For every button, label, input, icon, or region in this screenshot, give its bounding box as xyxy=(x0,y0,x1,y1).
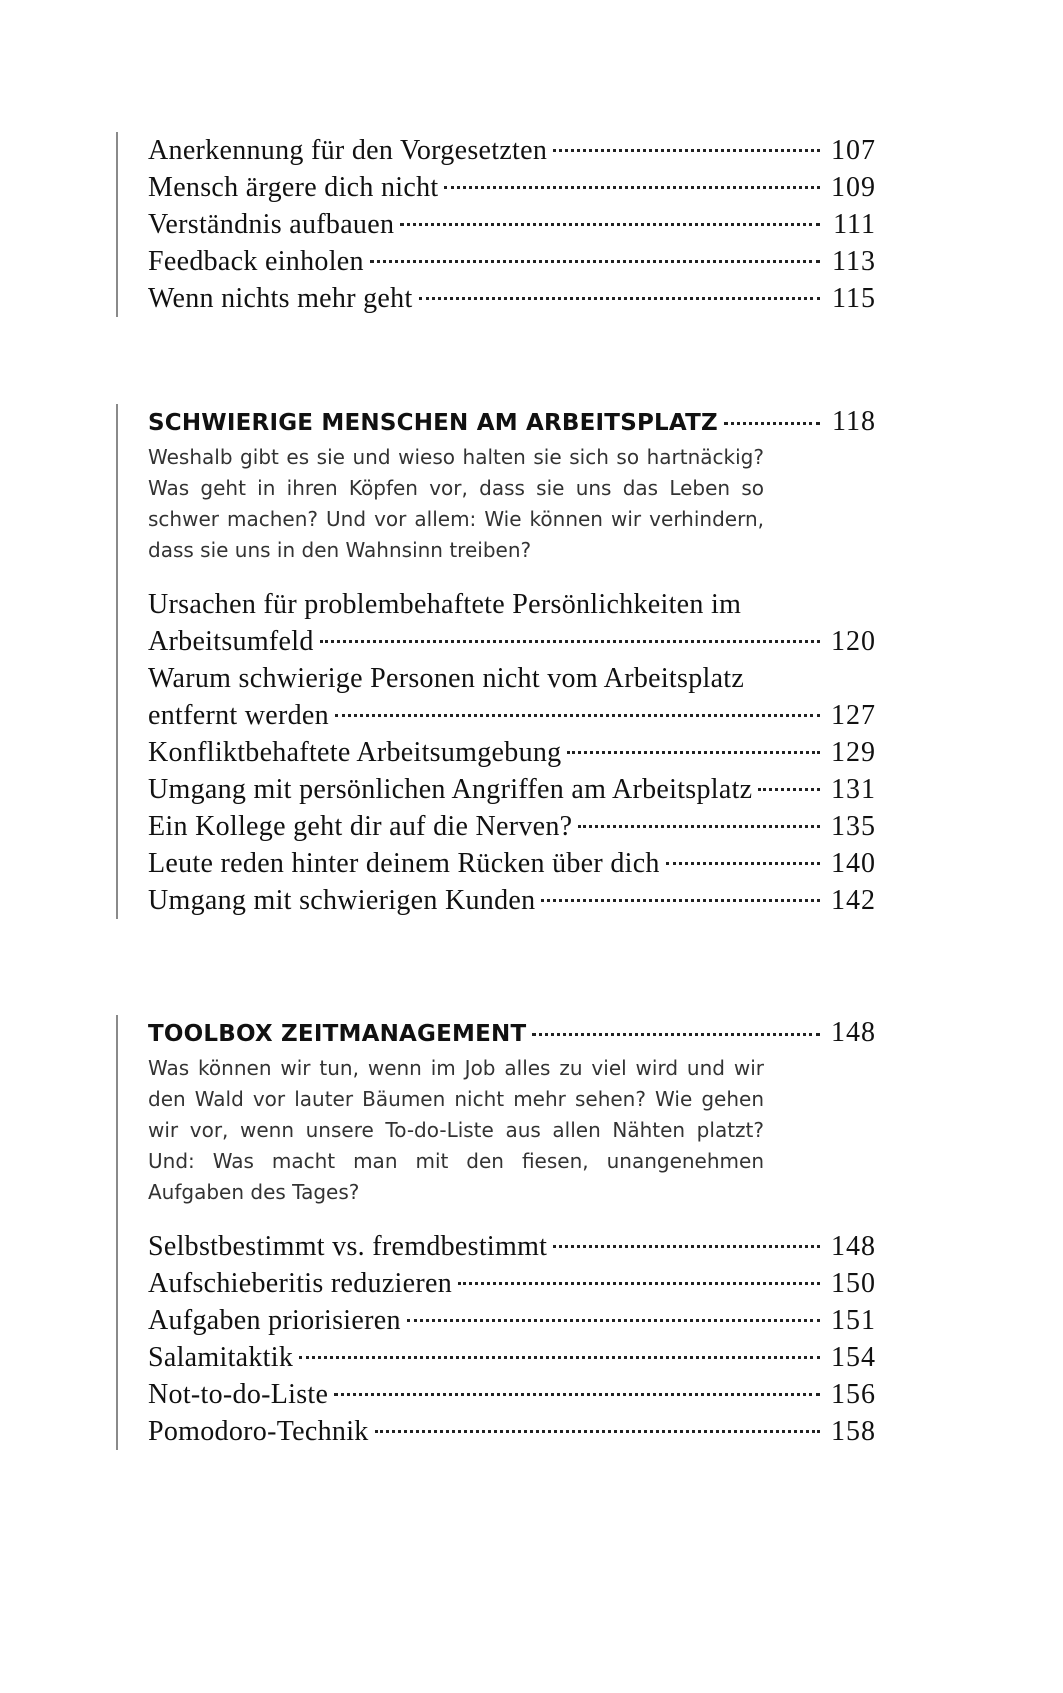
entry-title: Mensch ärgere dich nicht xyxy=(148,172,439,203)
dot-leader xyxy=(320,640,820,643)
entry-page: 120 xyxy=(831,626,876,657)
entry-page: 150 xyxy=(831,1268,876,1299)
toc-entry xyxy=(148,1265,876,1302)
dot-leader xyxy=(532,1033,820,1036)
entry-page: 111 xyxy=(833,209,876,240)
dot-leader xyxy=(578,825,820,828)
entry-title: Aufgaben priorisieren xyxy=(148,1305,401,1336)
entry-title: entfernt werden xyxy=(148,700,329,731)
entry-title: Umgang mit persönlichen Angriffen am Arbeitsplatz xyxy=(148,774,753,805)
entry-title: Wenn nichts mehr geht xyxy=(148,283,413,314)
toc-entry xyxy=(148,280,876,317)
toc-entry-first-line xyxy=(148,660,876,697)
toc-entry xyxy=(148,882,876,919)
toc-entry xyxy=(148,845,876,882)
section-description: Was können wir tun, wenn im Job alles zu viel wird und wir den Wald vor lauter Bäumen nicht mehr sehen? Wie gehen wir vor, wenn unsere To-do-Liste aus allen Nähten platzt? Und: Was macht man mit den fiesen, unangenehmen Aufgaben des Tages? xyxy=(148,1056,764,1204)
dot-leader xyxy=(458,1282,820,1285)
section-title: TOOLBOX ZEITMANAGEMENT xyxy=(148,1021,527,1047)
dot-leader xyxy=(407,1319,820,1322)
entry-title: Aufschieberitis reduzieren xyxy=(148,1268,453,1299)
section-description: Weshalb gibt es sie und wieso halten sie sich so hartnäckig? Was geht in ihren Köpfen vor, dass sie uns das Leben so schwer machen? Und vor allem: Wie können wir verhindern, dass sie uns in den Wahnsinn treiben? xyxy=(148,445,764,562)
entry-title: Feedback einholen xyxy=(148,246,364,277)
entry-page: 148 xyxy=(831,1231,876,1262)
entry-page: 140 xyxy=(831,848,876,879)
entry-title: Konfliktbehaftete Arbeitsumgebung xyxy=(148,737,562,768)
entry-page: 109 xyxy=(831,172,876,203)
entry-title: Selbstbestimmt vs. fremdbestimmt xyxy=(148,1231,548,1262)
toc-entry xyxy=(148,169,876,206)
entry-page: 127 xyxy=(831,700,876,731)
entry-page: 135 xyxy=(831,811,876,842)
entry-title: Leute reden hinter deinem Rücken über dich xyxy=(148,848,660,879)
toc-entry xyxy=(148,697,876,734)
dot-leader xyxy=(400,223,820,226)
entry-title-line1: Ursachen für problembehaftete Persönlichkeiten im xyxy=(148,589,742,620)
section-title: SCHWIERIGE MENSCHEN AM ARBEITSPLATZ xyxy=(148,410,718,436)
entry-title: Salamitaktik xyxy=(148,1342,294,1373)
toc-entry xyxy=(148,771,876,808)
section-heading xyxy=(148,404,876,441)
dot-leader xyxy=(334,1393,820,1396)
entry-title-line1: Warum schwierige Personen nicht vom Arbeitsplatz xyxy=(148,663,745,694)
dot-leader xyxy=(444,186,820,189)
toc-entry xyxy=(148,1376,876,1413)
entry-title: Umgang mit schwierigen Kunden xyxy=(148,885,536,916)
entry-title: Arbeitsumfeld xyxy=(148,626,314,657)
dot-leader xyxy=(666,862,820,865)
entry-title: Pomodoro-Technik xyxy=(148,1416,369,1447)
toc-entry xyxy=(148,1228,876,1265)
toc-entry xyxy=(148,1413,876,1450)
entry-page: 154 xyxy=(831,1342,876,1373)
toc-entry xyxy=(148,808,876,845)
section-heading xyxy=(148,1015,876,1052)
toc-entry xyxy=(148,132,876,169)
entry-title: Not-to-do-Liste xyxy=(148,1379,329,1410)
entry-title: Anerkennung für den Vorgesetzten xyxy=(148,135,548,166)
entry-page: 156 xyxy=(831,1379,876,1410)
dot-leader xyxy=(724,422,820,425)
dot-leader xyxy=(375,1430,820,1433)
dot-leader xyxy=(335,714,820,717)
toc-section-difficult-people xyxy=(116,404,876,919)
dot-leader xyxy=(758,788,820,791)
entry-page: 131 xyxy=(831,774,876,805)
dot-leader xyxy=(299,1356,820,1359)
entry-page: 142 xyxy=(831,885,876,916)
toc-entry xyxy=(148,1302,876,1339)
section-page: 118 xyxy=(832,406,876,437)
entry-page: 151 xyxy=(831,1305,876,1336)
dot-leader xyxy=(419,297,820,300)
entry-page: 129 xyxy=(831,737,876,768)
toc-entry xyxy=(148,1339,876,1376)
dot-leader xyxy=(541,899,820,902)
dot-leader xyxy=(567,751,820,754)
section-page: 148 xyxy=(831,1017,876,1048)
toc-entry xyxy=(148,623,876,660)
toc-entry xyxy=(148,243,876,280)
entry-page: 115 xyxy=(832,283,876,314)
entry-page: 113 xyxy=(832,246,876,277)
dot-leader xyxy=(553,1245,820,1248)
entry-title: Ein Kollege geht dir auf die Nerven? xyxy=(148,811,573,842)
toc-entry xyxy=(148,206,876,243)
entry-page: 158 xyxy=(831,1416,876,1447)
entry-page: 107 xyxy=(831,135,876,166)
toc-section-continued xyxy=(116,132,876,317)
toc-section-time-management xyxy=(116,1015,876,1450)
toc-entry xyxy=(148,734,876,771)
entry-title: Verständnis aufbauen xyxy=(148,209,395,240)
dot-leader xyxy=(553,149,820,152)
toc-entry-first-line xyxy=(148,586,876,623)
dot-leader xyxy=(370,260,820,263)
